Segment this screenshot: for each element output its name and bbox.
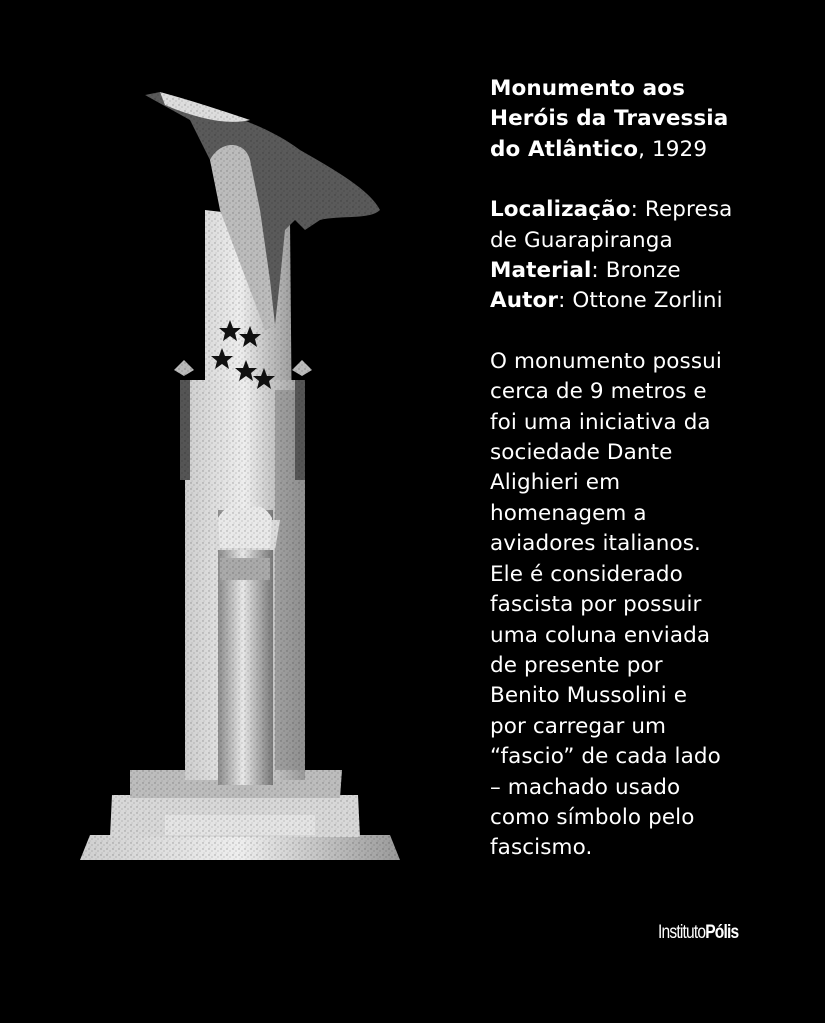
author-value: : Ottone Zorlini xyxy=(558,288,723,314)
location-label: Localização xyxy=(490,197,631,223)
details-list xyxy=(490,195,810,317)
location-row xyxy=(490,195,810,225)
author-label: Autor xyxy=(490,288,559,314)
material-label: Material xyxy=(490,258,592,284)
instituto-polis-logo xyxy=(658,922,738,944)
material-row xyxy=(490,256,810,286)
monument-image xyxy=(70,80,410,870)
logo-bold-text: Pólis xyxy=(705,922,739,943)
title-line-2: Heróis da Travessia xyxy=(490,106,729,132)
description-text: O monumento possui cerca de 9 metros e foi uma iniciativa da sociedade Dante Alighieri em homenagem a aviadores italianos. Ele é considerado fascista por possuir uma coluna enviada de presente por Benito Mussolini e por carregar um “fascio” de cada lado – machado usado como símbolo pelo fascismo. xyxy=(490,348,722,861)
monument-title xyxy=(490,74,810,165)
title-line-1: Monumento aos xyxy=(490,76,685,101)
material-value: : Bronze xyxy=(591,258,681,284)
title-year: , 1929 xyxy=(638,136,708,162)
title-line-3 xyxy=(490,135,810,165)
location-value-2: de Guarapiranga xyxy=(490,227,673,253)
logo-regular-text: Instituto xyxy=(658,922,706,943)
info-panel xyxy=(490,74,810,864)
location-value-1: : Represa xyxy=(630,197,733,223)
title-line-3-text: do Atlântico xyxy=(490,136,639,162)
author-row xyxy=(490,286,810,316)
